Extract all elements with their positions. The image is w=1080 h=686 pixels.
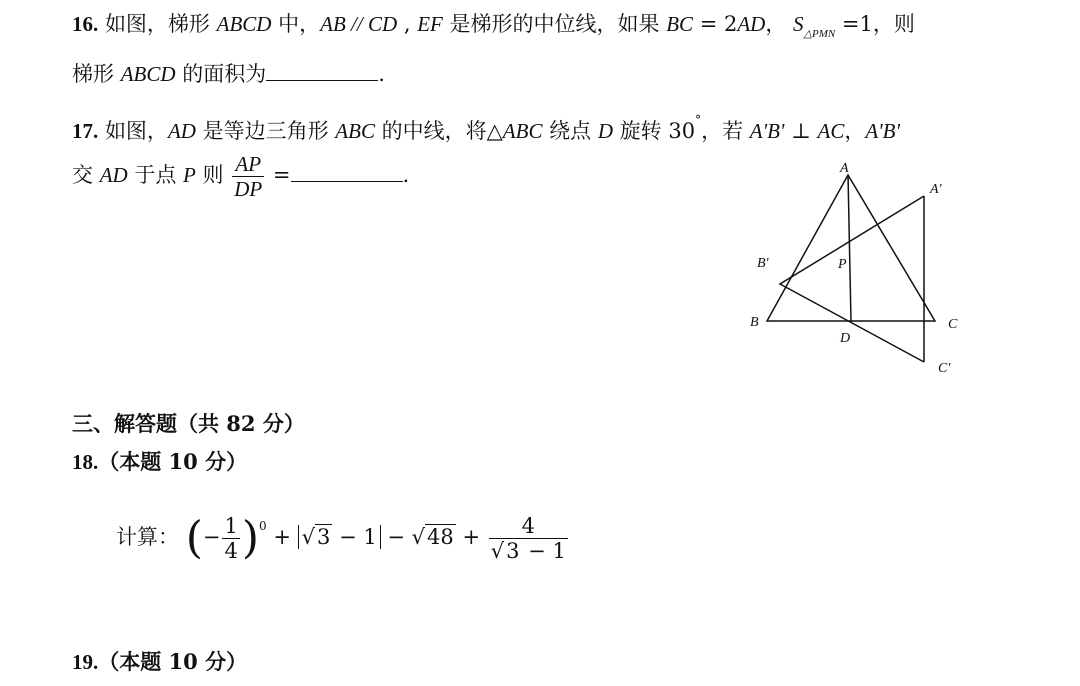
label-b-prime: B' — [757, 256, 769, 271]
label-c-prime: C' — [938, 361, 951, 376]
label-a-prime: A' — [930, 182, 942, 197]
q19-number: 19 — [72, 650, 93, 674]
label-p: P — [838, 257, 847, 272]
q18-number: 18 — [72, 450, 93, 474]
q17-line1: 17. 如图，AD 是等边三角形 ABC 的中线，将△ABC 绕点 D 旋转 30°，若 A'B' ⊥ AC，A'B' — [72, 113, 900, 143]
sqrt-48: 48 — [427, 525, 454, 549]
q16-line2: 梯形 ABCD 的面积为 . — [72, 58, 385, 88]
q17-number: 17 — [72, 119, 93, 143]
frac-four-over: $\frac{4}{√3 - 1}$ — [490, 514, 566, 563]
q18-heading: 18.（本题 10 分） — [72, 449, 248, 474]
triangle-apbpcp — [780, 196, 924, 362]
q19-heading: 19.（本题 10 分） — [72, 649, 248, 674]
median-ad — [848, 175, 851, 321]
label-d: D — [840, 331, 851, 346]
label-c: C — [948, 317, 958, 332]
q17-answer-blank[interactable] — [291, 155, 403, 182]
q16-line1: 16. 如图，梯形 ABCD 中，AB // CD , EF 是梯形的中位线，如果 BC = 2AD， $S_{\triangle PMN} =1$，则 — [72, 12, 915, 40]
figure-lines — [767, 175, 935, 362]
geometry-figure — [740, 160, 970, 380]
q18-label: 计算： — [116, 525, 179, 549]
abs-value: √3 − 1 — [298, 525, 381, 549]
exponent-zero: 0 — [259, 519, 267, 533]
frac-one-quarter: $\frac{1}{4}$ — [224, 514, 238, 563]
section-3-title: 三、解答题（共 82 分） — [72, 411, 305, 436]
label-a: A — [840, 161, 849, 176]
area-symbol: S — [793, 12, 804, 36]
q18-expression: 计算： (− $\frac{1}{4}$ )$^0$ + √3 − 1 − √48 + $\frac{4}{√3 - 1}$ — [116, 512, 566, 564]
ap-dp-fraction: $\frac{AP}{DP}$ — [234, 152, 263, 201]
q17-line2: 交 AD 于点 P 则 $\frac{AP}{DP}$ = . — [72, 152, 410, 201]
label-b: B — [750, 315, 759, 330]
q16-answer-blank[interactable] — [266, 58, 378, 81]
q16-number: 16 — [72, 12, 93, 36]
